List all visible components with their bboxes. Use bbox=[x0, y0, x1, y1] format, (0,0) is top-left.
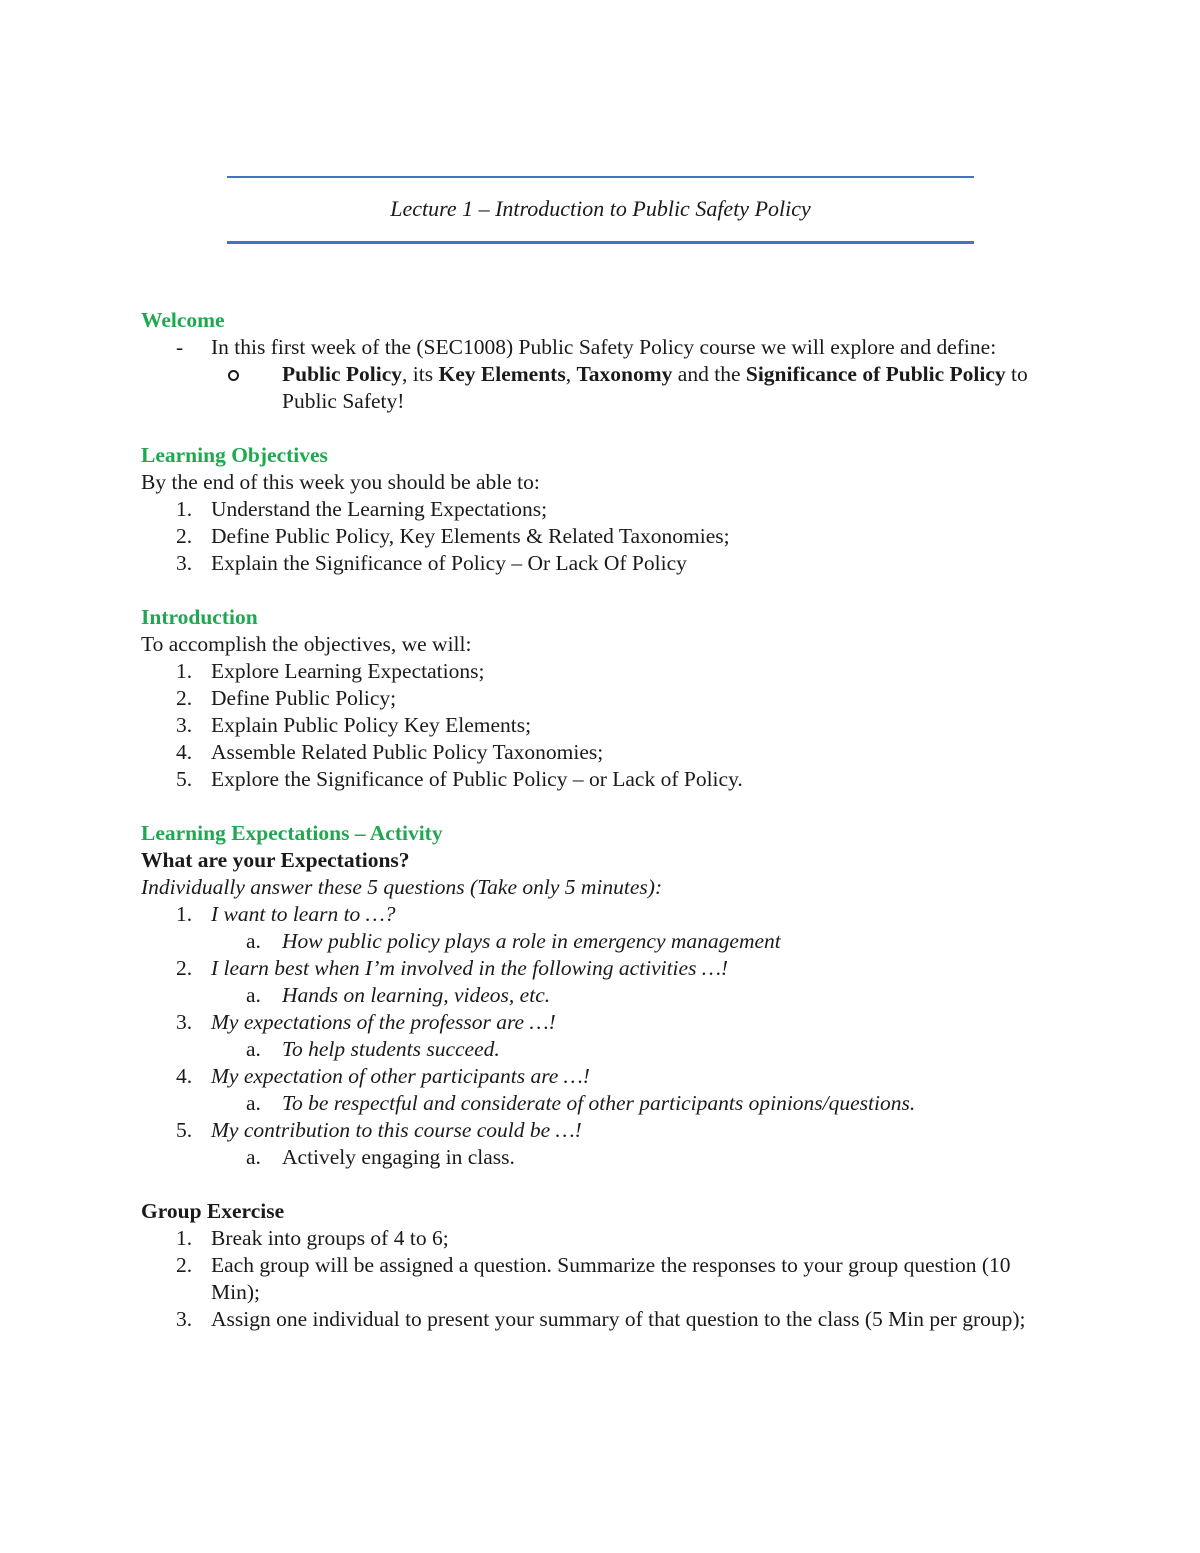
introduction-heading: Introduction bbox=[141, 605, 258, 629]
welcome-sub-text: Public Policy, its Key Elements, Taxonomy and the Significance of Public Policy to Public Safety! bbox=[282, 362, 1028, 413]
question-item: 3. My expectations of the professor are …! bbox=[176, 1010, 556, 1034]
list-item: 1. Break into groups of 4 to 6; bbox=[176, 1226, 449, 1250]
dash-marker: - bbox=[176, 335, 184, 359]
question-item: 1. I want to learn to …? bbox=[176, 902, 396, 926]
answer-item: a. How public policy plays a role in emergency management bbox=[246, 929, 781, 953]
list-item: 3. Explain Public Policy Key Elements; bbox=[176, 713, 532, 737]
circle-bullet-icon bbox=[228, 370, 239, 381]
list-item: 5. Explore the Significance of Public Policy – or Lack of Policy. bbox=[176, 767, 743, 791]
welcome-text: In this first week of the (SEC1008) Public Safety Policy course we will explore and define: bbox=[211, 335, 997, 359]
objectives-intro: By the end of this week you should be able to: bbox=[141, 470, 540, 494]
question-item: 4. My expectation of other participants are …! bbox=[176, 1064, 590, 1088]
welcome-heading: Welcome bbox=[141, 308, 225, 332]
title-top-rule bbox=[227, 176, 974, 178]
answer-item: a. To help students succeed. bbox=[246, 1037, 500, 1061]
expectations-subheading: What are your Expectations? bbox=[141, 848, 410, 872]
question-item: 2. I learn best when I’m involved in the following activities …! bbox=[176, 956, 729, 980]
welcome-item bbox=[141, 334, 1061, 361]
list-item: 3. Explain the Significance of Policy – Or Lack Of Policy bbox=[176, 551, 687, 575]
list-item: 4. Assemble Related Public Policy Taxonomies; bbox=[176, 740, 604, 764]
list-item: 2. Each group will be assigned a question. Summarize the responses to your group question (10 Min); bbox=[176, 1253, 1011, 1304]
welcome-subitem bbox=[141, 361, 1061, 415]
group-heading: Group Exercise bbox=[141, 1199, 285, 1223]
page-title: Lecture 1 – Introduction to Public Safety Policy bbox=[390, 196, 811, 221]
list-item: 1. Understand the Learning Expectations; bbox=[176, 497, 548, 521]
answer-item: a. Actively engaging in class. bbox=[246, 1145, 515, 1169]
list-item: 3. Assign one individual to present your summary of that question to the class (5 Min per group); bbox=[176, 1307, 1026, 1331]
expectations-instruction: Individually answer these 5 questions (Take only 5 minutes): bbox=[141, 875, 663, 899]
document-body bbox=[141, 307, 1061, 1333]
list-item: 2. Define Public Policy; bbox=[176, 686, 397, 710]
title-bottom-rule bbox=[227, 241, 974, 244]
objectives-heading: Learning Objectives bbox=[141, 443, 328, 467]
introduction-intro: To accomplish the objectives, we will: bbox=[141, 632, 472, 656]
question-item: 5. My contribution to this course could be …! bbox=[176, 1118, 582, 1142]
list-item: 2. Define Public Policy, Key Elements & Related Taxonomies; bbox=[176, 524, 730, 548]
list-item: 1. Explore Learning Expectations; bbox=[176, 659, 485, 683]
expectations-heading: Learning Expectations – Activity bbox=[141, 821, 443, 845]
answer-item: a. Hands on learning, videos, etc. bbox=[246, 983, 551, 1007]
answer-item: a. To be respectful and considerate of other participants opinions/questions. bbox=[246, 1091, 916, 1115]
